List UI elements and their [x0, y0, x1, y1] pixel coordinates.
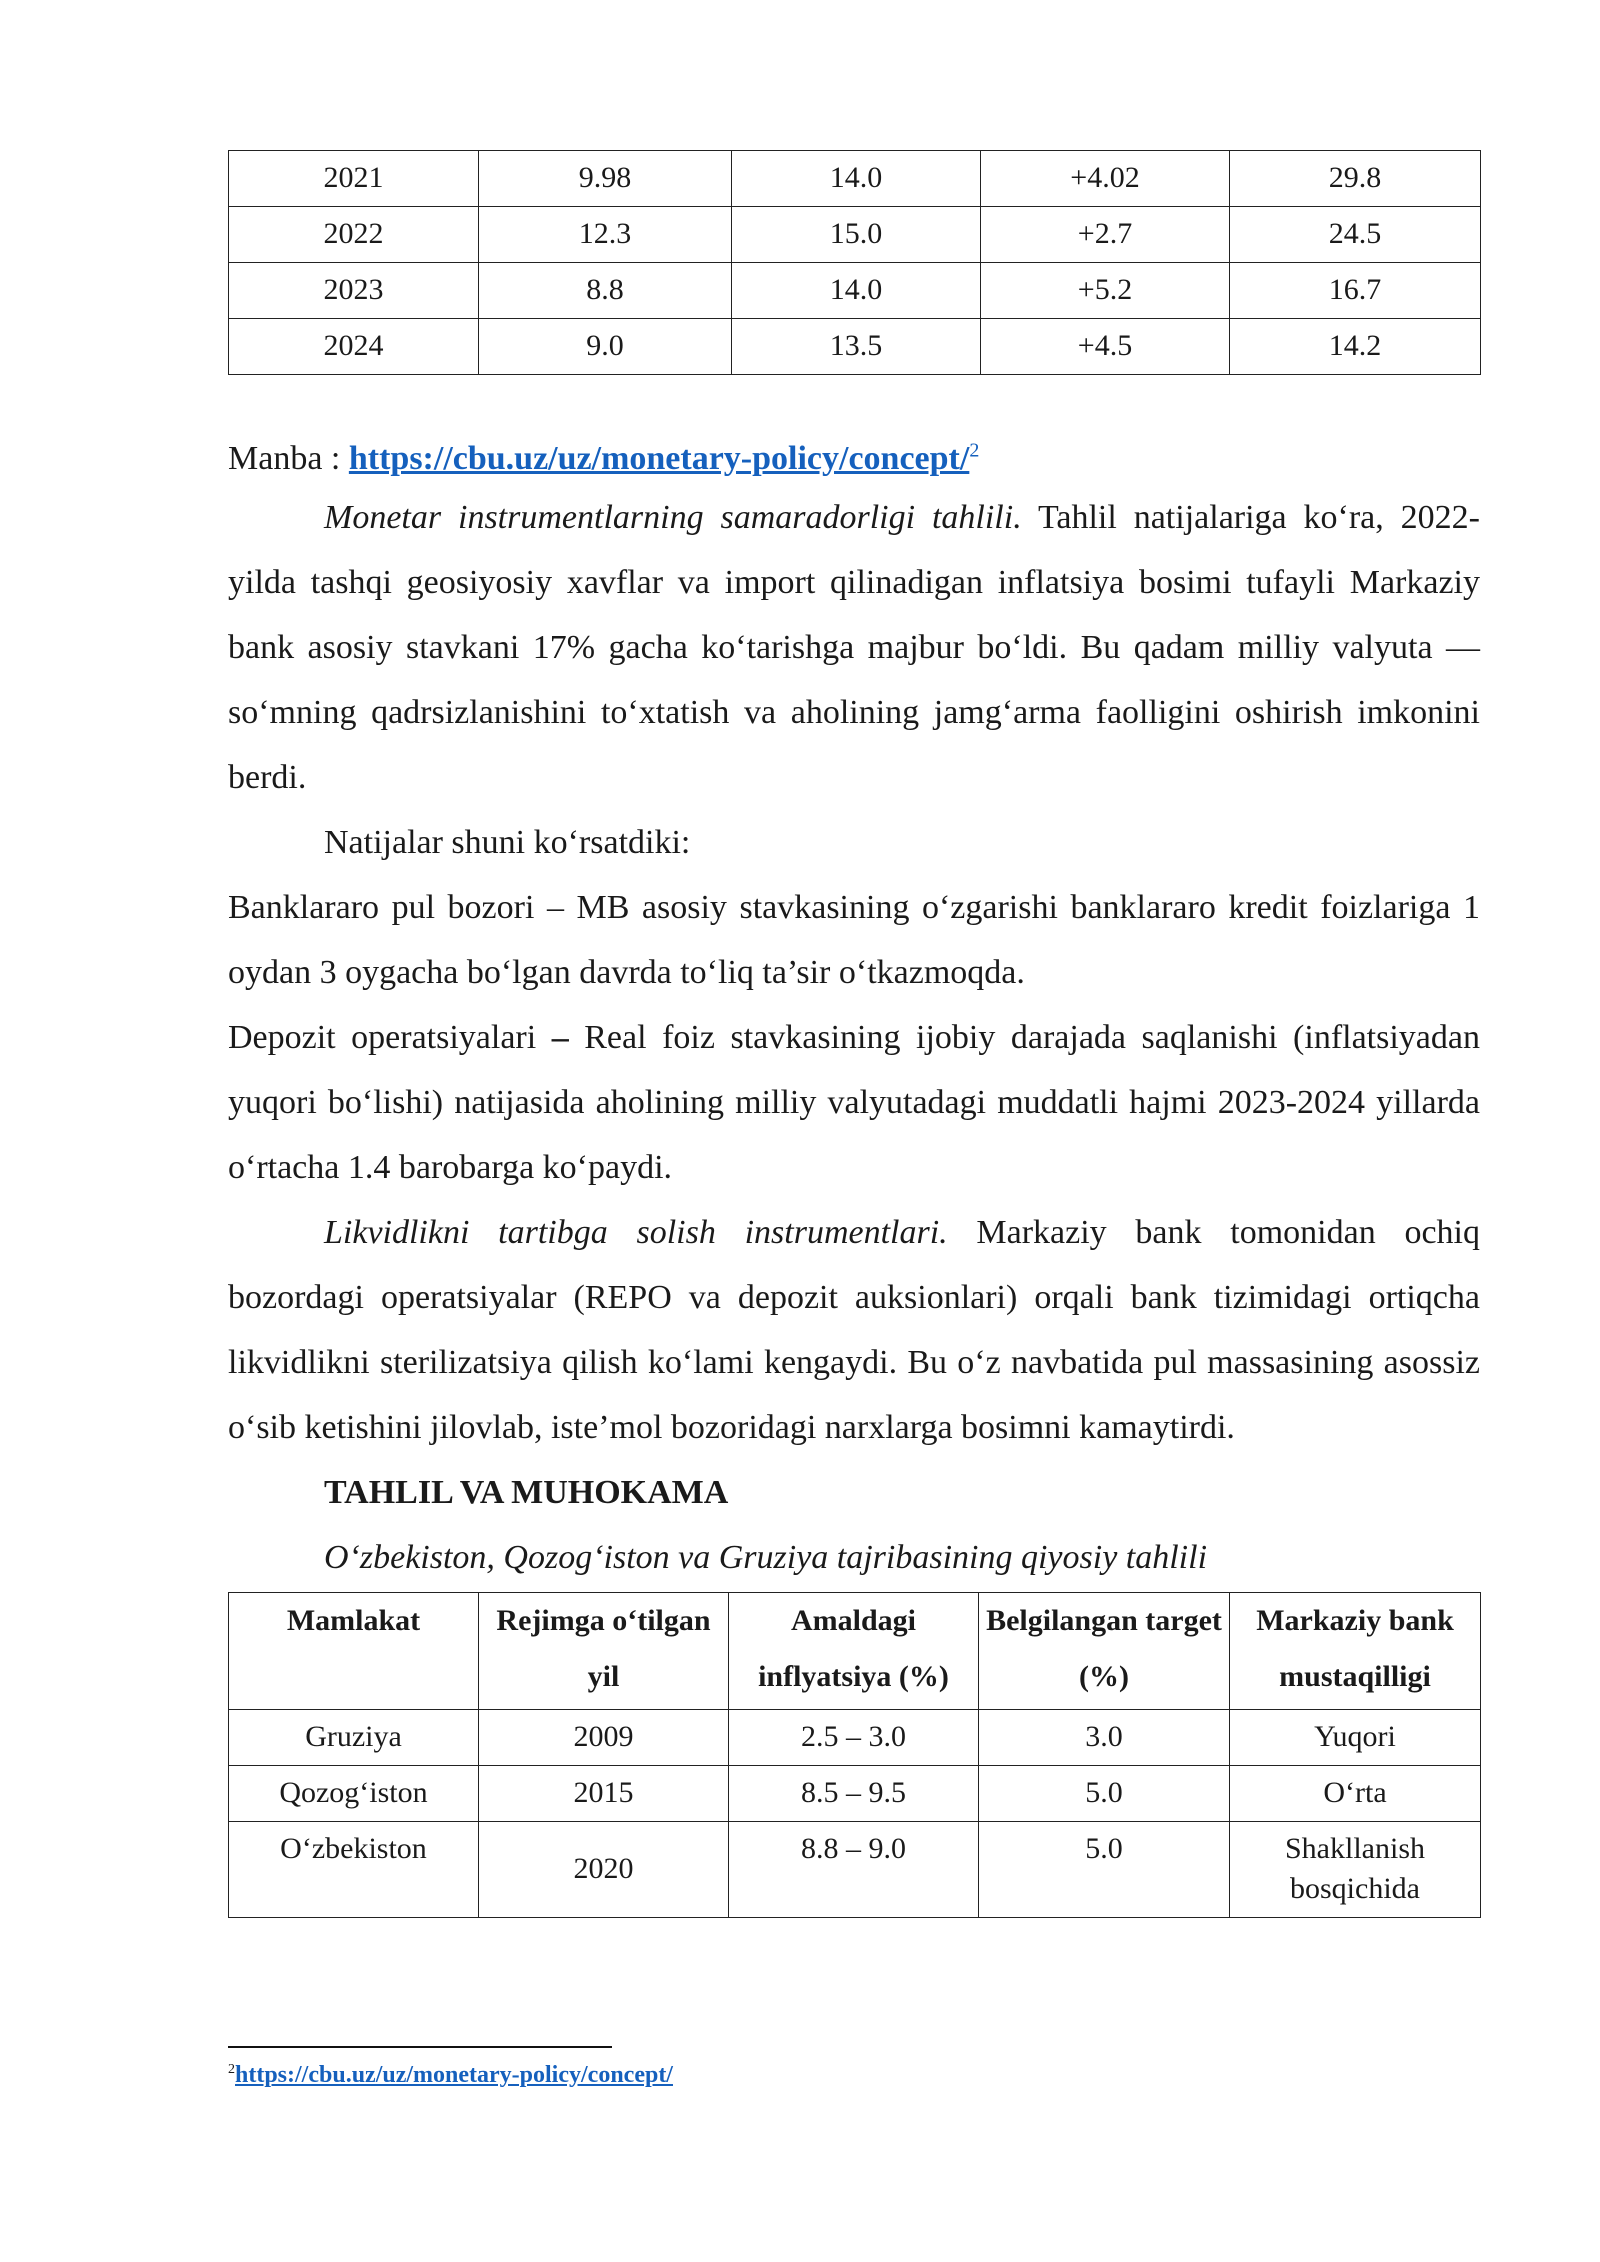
- table-cell: 2024: [229, 319, 479, 375]
- paragraph-deposit: [228, 1005, 1480, 1200]
- source-link[interactable]: https://cbu.uz/uz/monetary-policy/concept/: [348, 440, 970, 477]
- table-cell: +4.02: [981, 151, 1230, 207]
- table-cell: 2023: [229, 263, 479, 319]
- monetary-data-table: [228, 150, 1481, 375]
- paragraph-text: Tahlil natijalariga ko‘ra, 2022-yilda tashqi geosiyosiy xavflar va import qilinadigan inflatsiya bosimi tufayli Markaziy bank asosiy stavkani 17% gacha ko‘tarishga majbur bo‘ldi. Bu qadam milliy valyuta — so‘mning qadrsizlanishini to‘xtatish va aholining jamg‘arma faolligini oshirish imkonini berdi.: [228, 499, 1481, 796]
- table-cell: 16.7: [1230, 263, 1481, 319]
- source-line: [228, 433, 1480, 485]
- table-cell: 14.0: [732, 151, 981, 207]
- paragraph-lead-italic: Likvidlikni tartibga solish instrumentlari.: [324, 1214, 948, 1251]
- table-cell: 8.8 – 9.0: [729, 1822, 979, 1918]
- footnote-number: 2: [228, 2062, 235, 2077]
- footnote: [228, 2062, 673, 2089]
- column-header: Markaziy bank mustaqilligi: [1230, 1593, 1481, 1710]
- table-cell: 9.98: [479, 151, 732, 207]
- document-page: [228, 150, 1480, 1918]
- comparison-table: [228, 1592, 1481, 1918]
- table-cell: 8.8: [479, 263, 732, 319]
- table-cell: +4.5: [981, 319, 1230, 375]
- table-cell: Shakllanish bosqichida: [1230, 1822, 1481, 1918]
- table-cell: +5.2: [981, 263, 1230, 319]
- table-header-row: [229, 1593, 1481, 1710]
- column-header: Mamlakat: [229, 1593, 479, 1710]
- paragraph-liquidity: [228, 1200, 1480, 1460]
- footnote-ref[interactable]: 2: [969, 439, 980, 462]
- column-header: Belgilangan target (%): [979, 1593, 1230, 1710]
- table-cell: 3.0: [979, 1710, 1230, 1766]
- footnote-separator: [228, 2046, 612, 2048]
- table-cell: 14.2: [1230, 319, 1481, 375]
- paragraph-lead-italic: Monetar instrumentlarning samaradorligi tahlili.: [324, 499, 1022, 536]
- table-cell: 15.0: [732, 207, 981, 263]
- paragraph-lead: Depozit operatsiyalari: [228, 1019, 552, 1056]
- table-row: [229, 1766, 1481, 1822]
- table-cell: 2015: [479, 1766, 729, 1822]
- paragraph-interbank: Banklararo pul bozori – MB asosiy stavkasining o‘zgarishi banklararo kredit foizlariga 1 oydan 3 oygacha bo‘lgan davrda to‘liq ta’sir o‘tkazmoqda.: [228, 889, 1480, 991]
- table-row: [229, 1710, 1481, 1766]
- column-header: Amaldagi inflyatsiya (%): [729, 1593, 979, 1710]
- table-cell: 2020: [479, 1822, 729, 1918]
- section-subheading: O‘zbekiston, Qozog‘iston va Gruziya tajribasining qiyosiy tahlili: [324, 1539, 1208, 1576]
- table-cell: +2.7: [981, 207, 1230, 263]
- column-header: Rejimga o‘tilgan yil: [479, 1593, 729, 1710]
- paragraph-text: Real foiz stavkasining ijobiy darajada saqlanishi (inflatsiyadan yuqori bo‘lishi) natijasida aholining milliy valyutadagi muddatli hajmi 2023-2024 yillarda o‘rtacha 1.4 barobarga ko‘paydi.: [228, 1019, 1480, 1186]
- table-row: [229, 207, 1481, 263]
- table-cell: 2009: [479, 1710, 729, 1766]
- table-cell: Qozog‘iston: [229, 1766, 479, 1822]
- table-cell: O‘zbekiston: [229, 1822, 479, 1918]
- table-row: [229, 263, 1481, 319]
- source-prefix: Manba :: [228, 440, 349, 477]
- table-cell: 29.8: [1230, 151, 1481, 207]
- table-cell: Yuqori: [1230, 1710, 1481, 1766]
- table-cell: 5.0: [979, 1766, 1230, 1822]
- table-cell: 2021: [229, 151, 479, 207]
- paragraph-text: Markaziy bank tomonidan ochiq bozordagi operatsiyalar (REPO va depozit auksionlari) orqali bank tizimidagi ortiqcha likvidlikni sterilizatsiya qilish ko‘lami kengaydi. Bu o‘z navbatida pul massasining asossiz o‘sib ketishini jilovlab, iste’mol bozoridagi narxlarga bosimni kamaytirdi.: [228, 1214, 1480, 1446]
- paragraph-results-intro: Natijalar shuni ko‘rsatdiki:: [324, 824, 691, 861]
- footnote-link[interactable]: https://cbu.uz/uz/monetary-policy/concept/: [235, 2062, 673, 2088]
- table-cell: 12.3: [479, 207, 732, 263]
- table-cell: 2.5 – 3.0: [729, 1710, 979, 1766]
- bold-dash: –: [551, 1019, 569, 1056]
- table-cell: 24.5: [1230, 207, 1481, 263]
- table-cell: 5.0: [979, 1822, 1230, 1918]
- table-cell: Gruziya: [229, 1710, 479, 1766]
- table-row: [229, 1822, 1481, 1918]
- table-cell: 13.5: [732, 319, 981, 375]
- table-cell: 8.5 – 9.5: [729, 1766, 979, 1822]
- table-row: [229, 319, 1481, 375]
- table-cell: 2022: [229, 207, 479, 263]
- table-cell: 9.0: [479, 319, 732, 375]
- table-cell: 14.0: [732, 263, 981, 319]
- table-cell: O‘rta: [1230, 1766, 1481, 1822]
- section-heading: TAHLIL VA MUHOKAMA: [324, 1474, 729, 1511]
- paragraph-monetary-effectiveness: [228, 485, 1480, 810]
- table-row: [229, 151, 1481, 207]
